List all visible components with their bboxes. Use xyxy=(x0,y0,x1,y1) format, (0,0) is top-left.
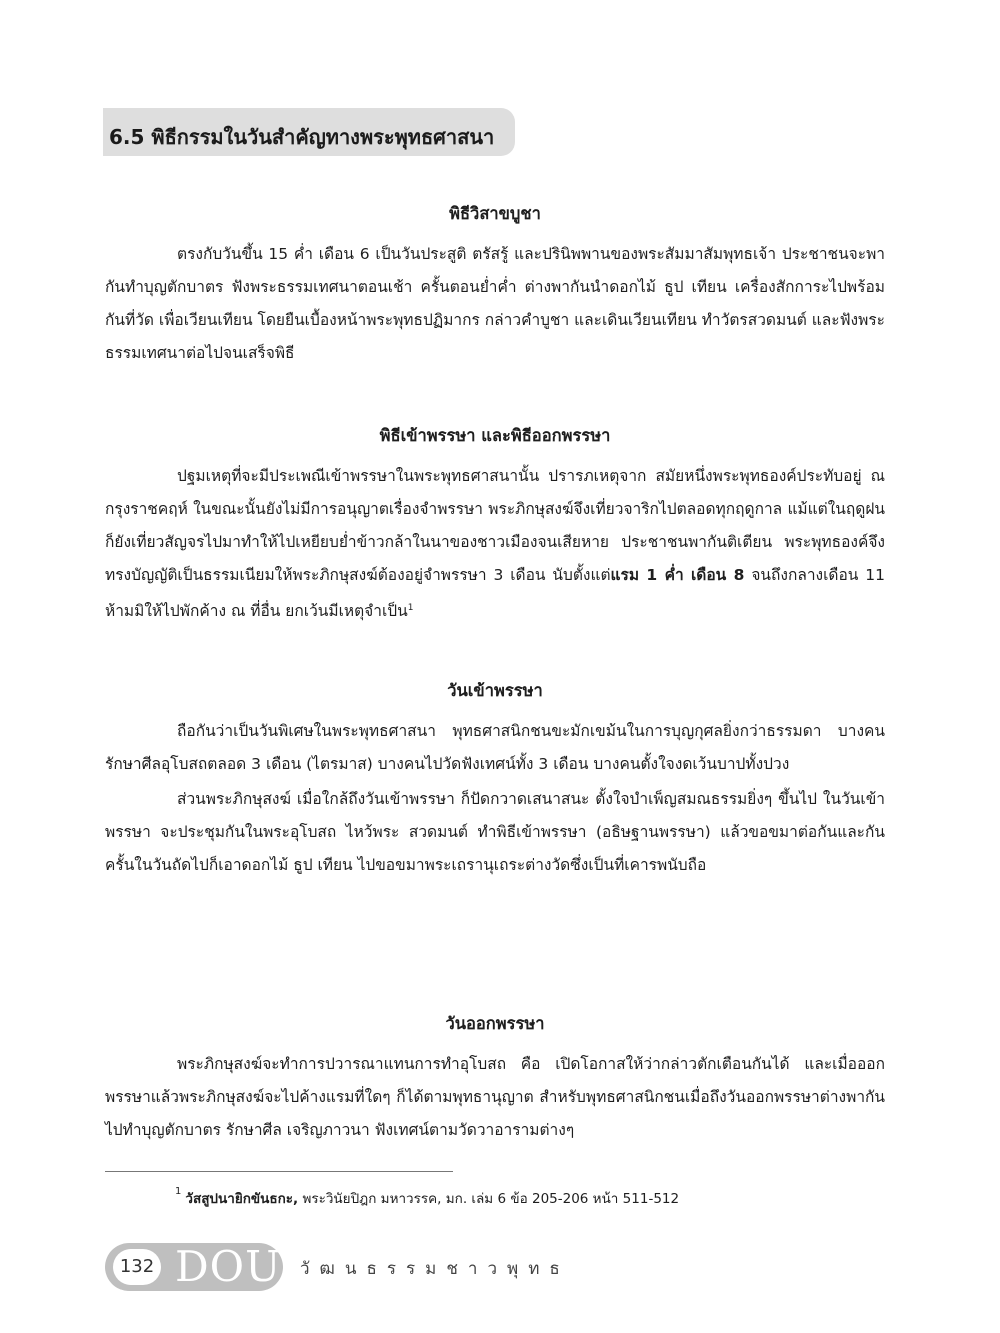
page-number: 132 xyxy=(113,1249,161,1285)
section-heading-tab xyxy=(103,108,515,156)
footnote-source-title: วัสสูปนายิกขันธกะ, xyxy=(185,1191,299,1207)
section-title-ok-phansa-day: วันออกพรรษา xyxy=(445,1014,545,1033)
footnote-number: 1 xyxy=(175,1185,182,1197)
footnote-reference[interactable]: 1 xyxy=(407,603,414,613)
footnote-source-detail: พระวินัยปิฎก มหาวรรค, มก. เล่ม 6 ข้อ 205-206 หน้า 511-512 xyxy=(298,1191,680,1207)
footnote xyxy=(175,1187,679,1209)
paragraph: ส่วนพระภิกษุสงฆ์ เมื่อใกล้ถึงวันเข้าพรรษา ก็ปัดกวาดเสนาสนะ ตั้งใจบำเพ็ญสมณธรรมยิ่งๆ ขึ้นไป ในวันเข้าพรรษา จะประชุมกันในพระอุโบสถ ไหว้พระ สวดมนต์ ทำพิธีเข้าพรรษา (อธิษฐานพรรษา) แล้วขอขมาต่อกันและกัน ครั้นในวันถัดไปก็เอาดอกไม้ ธูป เทียน ไปขอขมาพระเถรานุเถระต่างวัดซึ่งเป็นที่เคารพนับถือ xyxy=(105,790,885,874)
section-khao-phansa-day xyxy=(105,680,885,882)
footnote-divider xyxy=(105,1171,453,1172)
section-title-khao-phansa-day: วันเข้าพรรษา xyxy=(447,681,543,700)
dou-logo: DOU xyxy=(175,1242,282,1291)
book-title: วัฒนธรรมชาวพุทธ xyxy=(300,1259,570,1279)
paragraph-text-end: จนถึงกลางเดือน 11 ห้ามมิให้ไปพักค้าง ณ ที่อื่น ยกเว้นมีเหตุจำเป็น xyxy=(105,566,885,621)
section-visakha xyxy=(105,203,885,370)
section-heading: 6.5 พิธีกรรมในวันสำคัญทางพระพุทธศาสนา xyxy=(109,125,495,149)
paragraph-bold-text: แรม 1 ค่ำ เดือน 8 xyxy=(610,566,745,584)
paragraph xyxy=(105,460,885,628)
paragraph: ตรงกับวันขึ้น 15 ค่ำ เดือน 6 เป็นวันประสูติ ตรัสรู้ และปรินิพพานของพระสัมมาสัมพุทธเจ้า ประชาชนจะพากันทำบุญตักบาตร ฟังพระธรรมเทศนาตอนเช้า ครั้นตอนย่ำค่ำ ต่างพากันนำดอกไม้ ธูป เทียน เครื่องสักการะไปพร้อมกันที่วัด เพื่อเวียนเทียน โดยยืนเบื้องหน้าพระพุทธปฏิมากร กล่าวคำบูชา และเดินเวียนเทียน ทำวัตรสวดมนต์ และฟังพระธรรมเทศนาต่อไปจนเสร็จพิธี xyxy=(105,245,885,362)
footer-badge xyxy=(105,1243,283,1291)
section-ok-phansa-day xyxy=(105,1013,885,1147)
section-title-visakha: พิธีวิสาขบูชา xyxy=(449,204,541,223)
paragraph: พระภิกษุสงฆ์จะทำการปวารณาแทนการทำอุโบสถ คือ เปิดโอกาสให้ว่ากล่าวตักเตือนกันได้ และเมื่อออกพรรษาแล้วพระภิกษุสงฆ์จะไปค้างแรมที่ใดๆ ก็ได้ตามพุทธานุญาต สำหรับพุทธศาสนิกชนเมื่อถึงวันออกพรรษาต่างพากันไปทำบุญตักบาตร รักษาศีล เจริญภาวนา ฟังเทศน์ตามวัดวาอารามต่างๆ xyxy=(105,1055,885,1139)
paragraph-text: ปฐมเหตุที่จะมีประเพณีเข้าพรรษาในพระพุทธศาสนานั้น ปรารภเหตุจาก สมัยหนึ่งพระพุทธองค์ประทับอยู่ ณ กรุงราชคฤห์ ในขณะนั้นยังไม่มีการอนุญาตเรื่องจำพรรษา พระภิกษุสงฆ์จึงเที่ยวจาริกไปตลอดทุกฤดูกาล แม้แต่ในฤดูฝนก็ยังเที่ยวสัญจรไปมาทำให้ไปเหยียบย่ำข้าวกล้าในนาของชาวเมืองจนเสียหาย ประชาชนพากันติเตียน พระพุทธองค์จึงทรงบัญญัติเป็นธรรมเนียมให้พระภิกษุสงฆ์ต้องอยู่จำพรรษา 3 เดือน นับตั้งแต่ xyxy=(105,467,885,584)
section-khao-ok-phansa xyxy=(105,425,885,628)
section-title-khao-ok-phansa: พิธีเข้าพรรษา และพิธีออกพรรษา xyxy=(379,426,611,445)
paragraph: ถือกันว่าเป็นวันพิเศษในพระพุทธศาสนา พุทธศาสนิกชนขะมักเขม้นในการบุญกุศลยิ่งกว่าธรรมดา บางคนรักษาศีลอุโบสถตลอด 3 เดือน (ไตรมาส) บางคนไปวัดฟังเทศน์ทั้ง 3 เดือน บางคนตั้งใจงดเว้นบาปทั้งปวง xyxy=(105,722,885,773)
